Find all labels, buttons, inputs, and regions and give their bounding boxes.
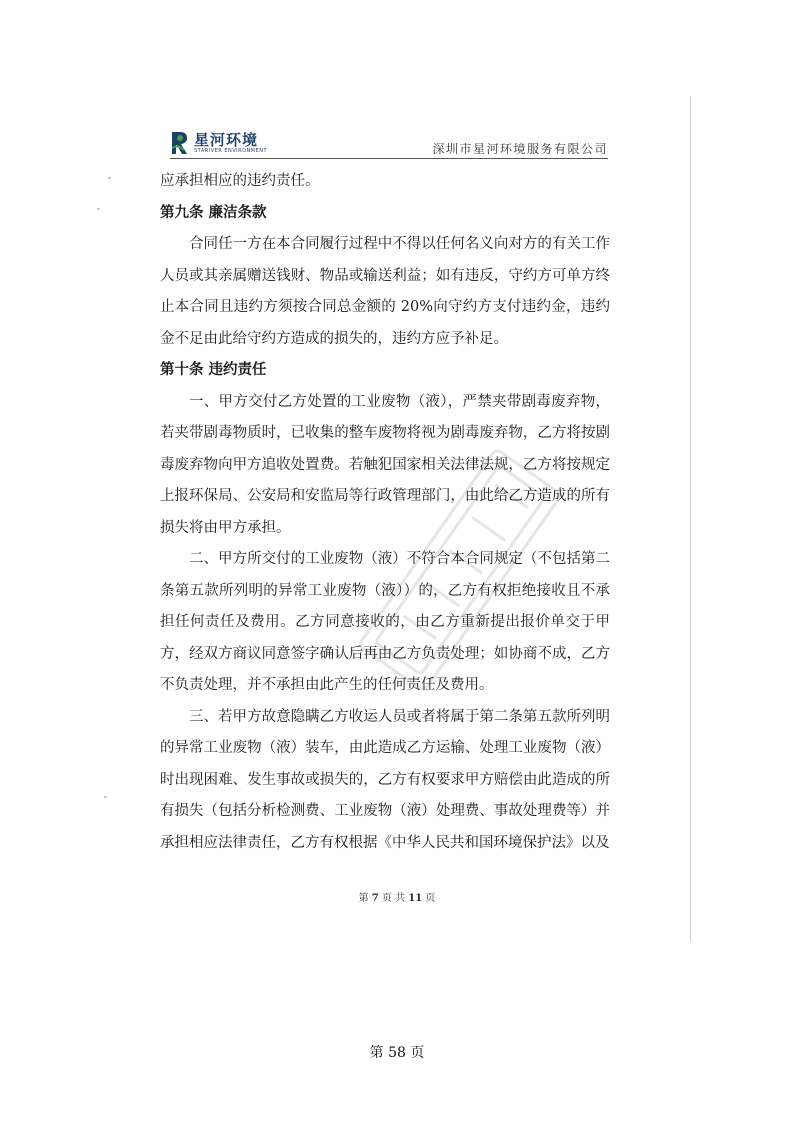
article-10-clause-1: 一、甲方交付乙方处置的工业废物（液），严禁夹带剧毒废弃物，若夹带剧毒物质时，已收集的整车废物将视为剧毒废弃物，乙方将按剧毒废弃物向甲方追收处置费。若触犯国家相关法律法规，乙方将按规定上报环保局、公安局和安监局等行政管理部门，由此给乙方造成的所有损失将由甲方承担。 (160, 393, 610, 536)
page-middle: 页 共 (378, 893, 409, 904)
article-10-clause-2: 二、甲方所交付的工业废物（液）不符合本合同规定（不包括第二条第五款所列明的异常工业废物（液））的，乙方有权拒绝接收且不承担任何责任及费用。乙方同意接收的，由乙方重新提出报价单交于甲方，经双方商议同意签字确认后再由乙方负责处理；如协商不成，乙方不负责处理，并不承担由此产生的任何责任及费用。 (160, 551, 610, 693)
logo-english-name: STARIVER ENVIRONMENT (194, 148, 268, 154)
article-10-heading: 第十条 违约责任 (160, 362, 267, 378)
scan-speck (108, 177, 111, 179)
company-logo (170, 128, 280, 158)
logo-chinese-name: 星河环境 (194, 131, 259, 149)
logo-mark-icon (170, 130, 190, 156)
document-body (160, 166, 610, 859)
scan-speck (104, 796, 107, 798)
page-total: 11 (408, 893, 423, 904)
article-10-clause-3: 三、若甲方故意隐瞒乙方收运人员或者将属于第二条第五款所列明的异常工业废物（液）装车，由此造成乙方运输、处理工业废物（液）时出现困难、发生事故或损失的，乙方有权要求甲方赔偿由此造成的所有损失（包括分析检测费、工业废物（液）处理费、事故处理费等）并承担相应法律责任，乙方有权根据《中华人民共和国环境保护法》以及 (160, 708, 610, 851)
page-current: 7 (371, 893, 379, 904)
article-9-paragraph: 合同任一方在本合同履行过程中不得以任何名义向对方的有关工作人员或其亲属赠送钱财、物品或输送利益；如有违反，守约方可单方终止本合同且违约方须按合同总金额的 20%向守约方支付违约金，违约金不足由此给守约方造成的损失的，违约方应予补足。 (160, 236, 610, 347)
page-prefix: 第 (358, 893, 372, 904)
scan-edge-line (690, 96, 691, 942)
overall-page-number: 第 58 页 (369, 1045, 425, 1061)
article-9-heading: 第九条 廉洁条款 (160, 204, 267, 221)
header-divider (170, 158, 608, 159)
company-name: 深圳市星河环境服务有限公司 (432, 142, 608, 156)
letterhead (170, 128, 608, 158)
scan-speck (97, 208, 100, 210)
contract-page-number (0, 889, 794, 904)
continuation-line: 应承担相应的违约责任。 (160, 173, 320, 189)
page-suffix: 页 (422, 893, 436, 904)
